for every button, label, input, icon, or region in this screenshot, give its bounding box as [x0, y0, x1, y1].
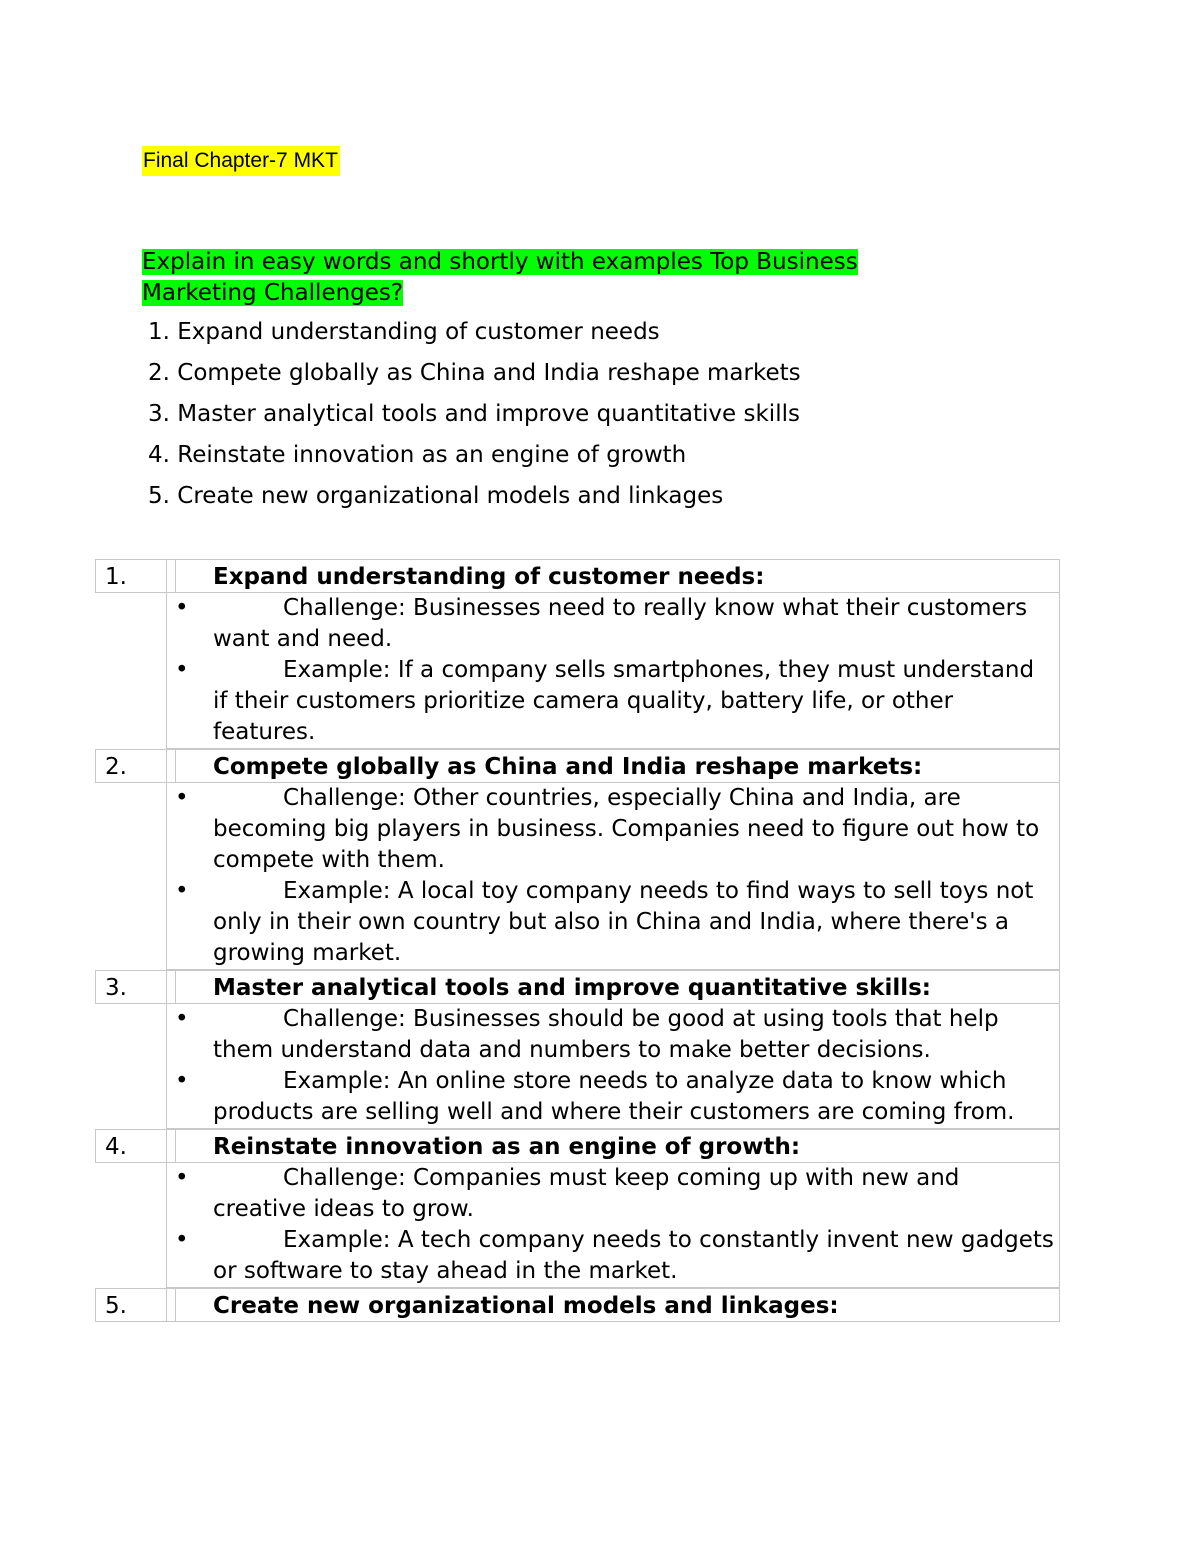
challenges-table	[95, 559, 1060, 1322]
section-heading: Create new organizational models and linkages:	[166, 1288, 1060, 1322]
bullet-text: Example: If a company sells smartphones, they must understand if their customers prioritize camera quality, battery life, or other features.	[213, 657, 1035, 745]
section-heading: Expand understanding of customer needs:	[166, 559, 1060, 593]
section-number: 1.	[95, 559, 176, 593]
document-title: Final Chapter-7 MKT	[142, 146, 340, 176]
section-header-row	[95, 559, 1060, 593]
section-number: 3.	[95, 970, 176, 1004]
section-header-row	[95, 1288, 1060, 1322]
bullet-icon: •	[175, 785, 189, 811]
bullet-list	[167, 783, 1059, 969]
section-header-row	[95, 970, 1060, 1004]
bullet-item	[175, 593, 1055, 655]
bullet-text: Challenge: Businesses need to really know what their customers want and need.	[213, 595, 1028, 652]
section-body	[166, 1004, 1060, 1129]
bullet-item	[175, 876, 1055, 969]
bullet-icon: •	[175, 595, 189, 621]
bullet-item	[175, 1225, 1055, 1287]
summary-item: 2. Compete globally as China and India reshape markets	[148, 360, 801, 386]
bullet-text: Example: A local toy company needs to find ways to sell toys not only in their own country but also in China and India, where there's a growing market.	[213, 878, 1034, 966]
bullet-text: Challenge: Other countries, especially China and India, are becoming big players in business. Companies need to figure out how to compete with them.	[213, 785, 1040, 873]
bullet-text: Example: An online store needs to analyze data to know which products are selling well and where their customers are coming from.	[213, 1068, 1015, 1125]
bullet-item	[175, 1163, 1055, 1225]
section-heading: Master analytical tools and improve quantitative skills:	[166, 970, 1060, 1004]
bullet-icon: •	[175, 657, 189, 683]
bullet-list	[167, 1163, 1059, 1287]
question-heading: Explain in easy words and shortly with examples Top Business Marketing Challenges?	[142, 249, 858, 306]
summary-item: 4. Reinstate innovation as an engine of growth	[148, 442, 687, 468]
bullet-icon: •	[175, 1165, 189, 1191]
summary-item: 1. Expand understanding of customer needs	[148, 319, 660, 345]
bullet-item	[175, 1066, 1055, 1128]
section-body	[166, 593, 1060, 749]
bullet-item	[175, 783, 1055, 876]
section-heading: Compete globally as China and India reshape markets:	[166, 749, 1060, 783]
bullet-icon: •	[175, 1006, 189, 1032]
section-header-row	[95, 749, 1060, 783]
bullet-text: Challenge: Companies must keep coming up with new and creative ideas to grow.	[213, 1165, 960, 1222]
section-heading: Reinstate innovation as an engine of growth:	[166, 1129, 1060, 1163]
bullet-list	[167, 1004, 1059, 1128]
bullet-icon: •	[175, 1068, 189, 1094]
section-body	[166, 1163, 1060, 1288]
bullet-text: Challenge: Businesses should be good at using tools that help them understand data and numbers to make better decisions.	[213, 1006, 999, 1063]
section-header-row	[95, 1129, 1060, 1163]
bullet-item	[175, 655, 1055, 748]
bullet-text: Example: A tech company needs to constantly invent new gadgets or software to stay ahead in the market.	[213, 1227, 1054, 1284]
summary-item: 5. Create new organizational models and linkages	[148, 483, 724, 509]
bullet-list	[167, 593, 1059, 748]
section-number: 5.	[95, 1288, 176, 1322]
bullet-icon: •	[175, 1227, 189, 1253]
challenge-summary-list	[148, 316, 801, 521]
section-number: 2.	[95, 749, 176, 783]
bullet-item	[175, 1004, 1055, 1066]
summary-item: 3. Master analytical tools and improve quantitative skills	[148, 401, 800, 427]
bullet-icon: •	[175, 878, 189, 904]
section-number: 4.	[95, 1129, 176, 1163]
section-body	[166, 783, 1060, 970]
